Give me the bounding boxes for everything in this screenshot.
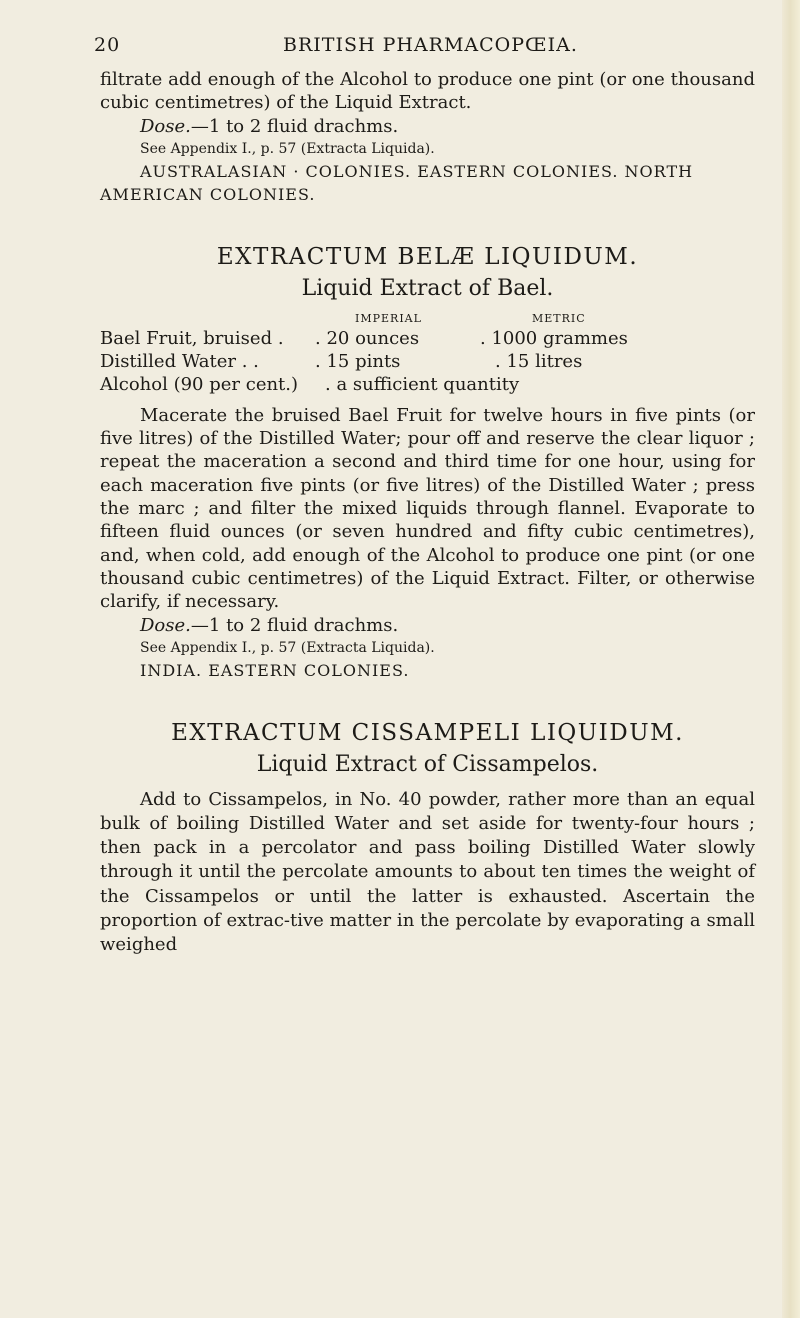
page-header <box>94 34 755 68</box>
section2-title-english: Liquid Extract of Cissampelos. <box>256 751 599 777</box>
section1-colonies: INDIA. EASTERN COLONIES. <box>140 660 410 680</box>
table-row <box>100 374 755 396</box>
intro-colonies-line1: AUSTRALASIAN · COLONIES. EASTERN COLONIES. NORTH <box>140 161 694 181</box>
imperial-cell: . 20 ounces <box>315 327 420 349</box>
dose-text: —1 to 2 fluid drachms. <box>190 614 399 636</box>
section2-method: Add to Cissampelos, in No. 40 powder, rather more than an equal bulk of boiling Distilled Water and set aside for twenty-four hours ; then pack in a percolator and pass boiling Distilled Water slowly through it until the percolate amounts to about ten times the weight of the Cissampelos or until the latter is exhausted. Ascertain the proportion of extrac-tive matter in the percolate by evaporating a small weighed <box>100 788 755 956</box>
ingredient-cell: Alcohol (90 per cent.) <box>100 373 299 395</box>
dose-label: Dose. <box>140 115 191 137</box>
intro-appendix-ref: See Appendix I., p. 57 (Extracta Liquida). <box>140 140 435 157</box>
section2-title-latin: EXTRACTUM CISSAMPELI LIQUIDUM. <box>171 719 684 746</box>
intro-dose <box>100 115 755 138</box>
section1-title-english: Liquid Extract of Bael. <box>301 275 554 301</box>
section1-title-latin: EXTRACTUM BELÆ LIQUIDUM. <box>216 243 639 270</box>
running-head: BRITISH PHARMACOPŒIA. <box>283 34 578 56</box>
imperial-cell: . 15 pints <box>315 350 401 372</box>
ingredient-cell: Bael Fruit, bruised . <box>100 327 284 349</box>
ingredients-table <box>100 312 755 404</box>
section1-method: Macerate the bruised Bael Fruit for twelve hours in five pints (or five litres) of the Distilled Water; pour off and reserve the clear liquor ; repeat the maceration a second and third time for one hour, using for each maceration five pints (or five litres) of the Distilled Water ; press the marc ; and filter the mixed liquids through flannel. Evaporate to fifteen fluid ounces (or seven hundred and fifty cubic centimetres), and, when cold, add enough of the Alcohol to produce one pint (or one thousand cubic centimetres) of the Liquid Extract. Filter, or otherwise clarify, if necessary. <box>100 404 755 613</box>
book-page <box>94 34 755 957</box>
intro-colonies-line2: AMERICAN COLONIES. <box>100 184 316 204</box>
section1-appendix-ref: See Appendix I., p. 57 (Extracta Liquida). <box>140 639 435 656</box>
section1-dose <box>100 614 755 637</box>
section2-body <box>100 788 755 957</box>
page-edge <box>782 0 800 1318</box>
page-number: 20 <box>94 34 121 56</box>
table-row <box>100 328 755 350</box>
intro-paragraph: filtrate add enough of the Alcohol to produce one pint (or one thousand cubic centimetres) of the Liquid Extract. <box>100 69 755 114</box>
dose-label: Dose. <box>140 614 191 636</box>
quantity-span-cell: . a sufficient quantity <box>325 373 520 395</box>
table-row <box>100 351 755 373</box>
column-header-imperial: IMPERIAL <box>355 311 422 325</box>
metric-cell: . 1000 grammes <box>480 327 628 349</box>
dose-text: —1 to 2 fluid drachms. <box>190 115 399 137</box>
column-header-metric: METRIC <box>532 311 586 325</box>
ingredient-cell: Distilled Water . . <box>100 350 259 372</box>
metric-cell: . 15 litres <box>495 350 583 372</box>
